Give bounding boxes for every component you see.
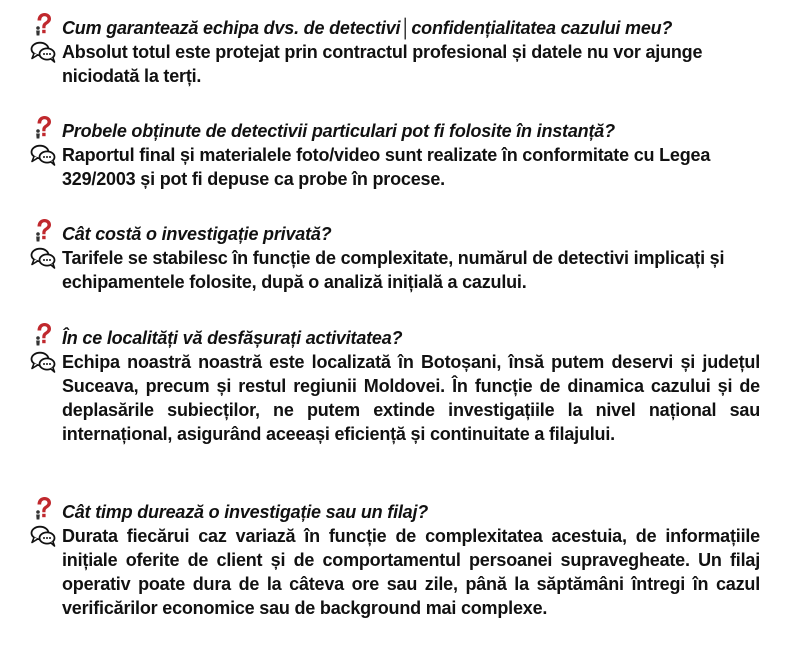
faq-answer: Echipa noastră noastră este localizată în Botoșani, însă putem deservi și județul Suceava, precum și restul regiunii Moldovei. În funcție de dinamica cazului și de deplasările subiecților, ne putem extinde investigațiile la nivel național sau internațional, asigurând aceeași eficiență și continuitate a filajului. <box>62 352 760 444</box>
faq-question-row <box>30 119 760 143</box>
faq-answer-row <box>30 40 760 88</box>
faq-answer-row <box>30 246 760 294</box>
faq-item <box>30 16 760 88</box>
faq-answer-row <box>30 350 760 446</box>
question-mark-person-icon <box>34 115 54 139</box>
faq-answer: Tarifele se stabilesc în funcție de complexitate, numărul de detectivi implicați și echipamentele folosite, după o analiză inițială a cazului. <box>62 248 725 292</box>
faq-question: Cât timp durează o investigație sau un filaj? <box>62 502 429 522</box>
faq-question: Cât costă o investigație privată? <box>62 224 332 244</box>
faq-question: În ce localități vă desfășurați activitatea? <box>62 328 403 348</box>
faq-answer: Absolut totul este protejat prin contractul profesional și datele nu vor ajunge niciodată la terți. <box>62 42 703 86</box>
faq-answer: Raportul final și materialele foto/video sunt realizate în conformitate cu Legea 329/2003 și pot fi depuse ca probe în procese. <box>62 145 711 189</box>
faq-item <box>30 326 760 446</box>
question-mark-person-icon <box>34 496 54 520</box>
question-mark-person-icon <box>34 12 54 36</box>
faq-answer-row <box>30 143 760 191</box>
speech-bubbles-icon <box>30 351 56 373</box>
faq-answer-row <box>30 524 760 620</box>
faq-question-row <box>30 222 760 246</box>
question-mark-person-icon <box>34 218 54 242</box>
speech-bubbles-icon <box>30 41 56 63</box>
faq-question-row <box>30 326 760 350</box>
faq-question: Cum garantează echipa dvs. de detectivi│confidențialitatea cazului meu? <box>62 18 673 38</box>
speech-bubbles-icon <box>30 144 56 166</box>
faq-item <box>30 119 760 191</box>
speech-bubbles-icon <box>30 525 56 547</box>
faq-answer: Durata fiecărui caz variază în funcție de complexitatea acestuia, de informațiile inițiale oferite de client și de comportamentul persoanei supravegheate. Un filaj operativ poate dura de la câteva ore sau zile, până la săptămâni întregi în cazul verificărilor economice sau de background mai complexe. <box>62 526 760 618</box>
speech-bubbles-icon <box>30 247 56 269</box>
faq-item <box>30 500 760 620</box>
faq-question: Probele obținute de detectivii particulari pot fi folosite în instanță? <box>62 121 615 141</box>
faq-question-row <box>30 500 760 524</box>
faq-item <box>30 222 760 294</box>
faq-question-row <box>30 16 760 40</box>
question-mark-person-icon <box>34 322 54 346</box>
